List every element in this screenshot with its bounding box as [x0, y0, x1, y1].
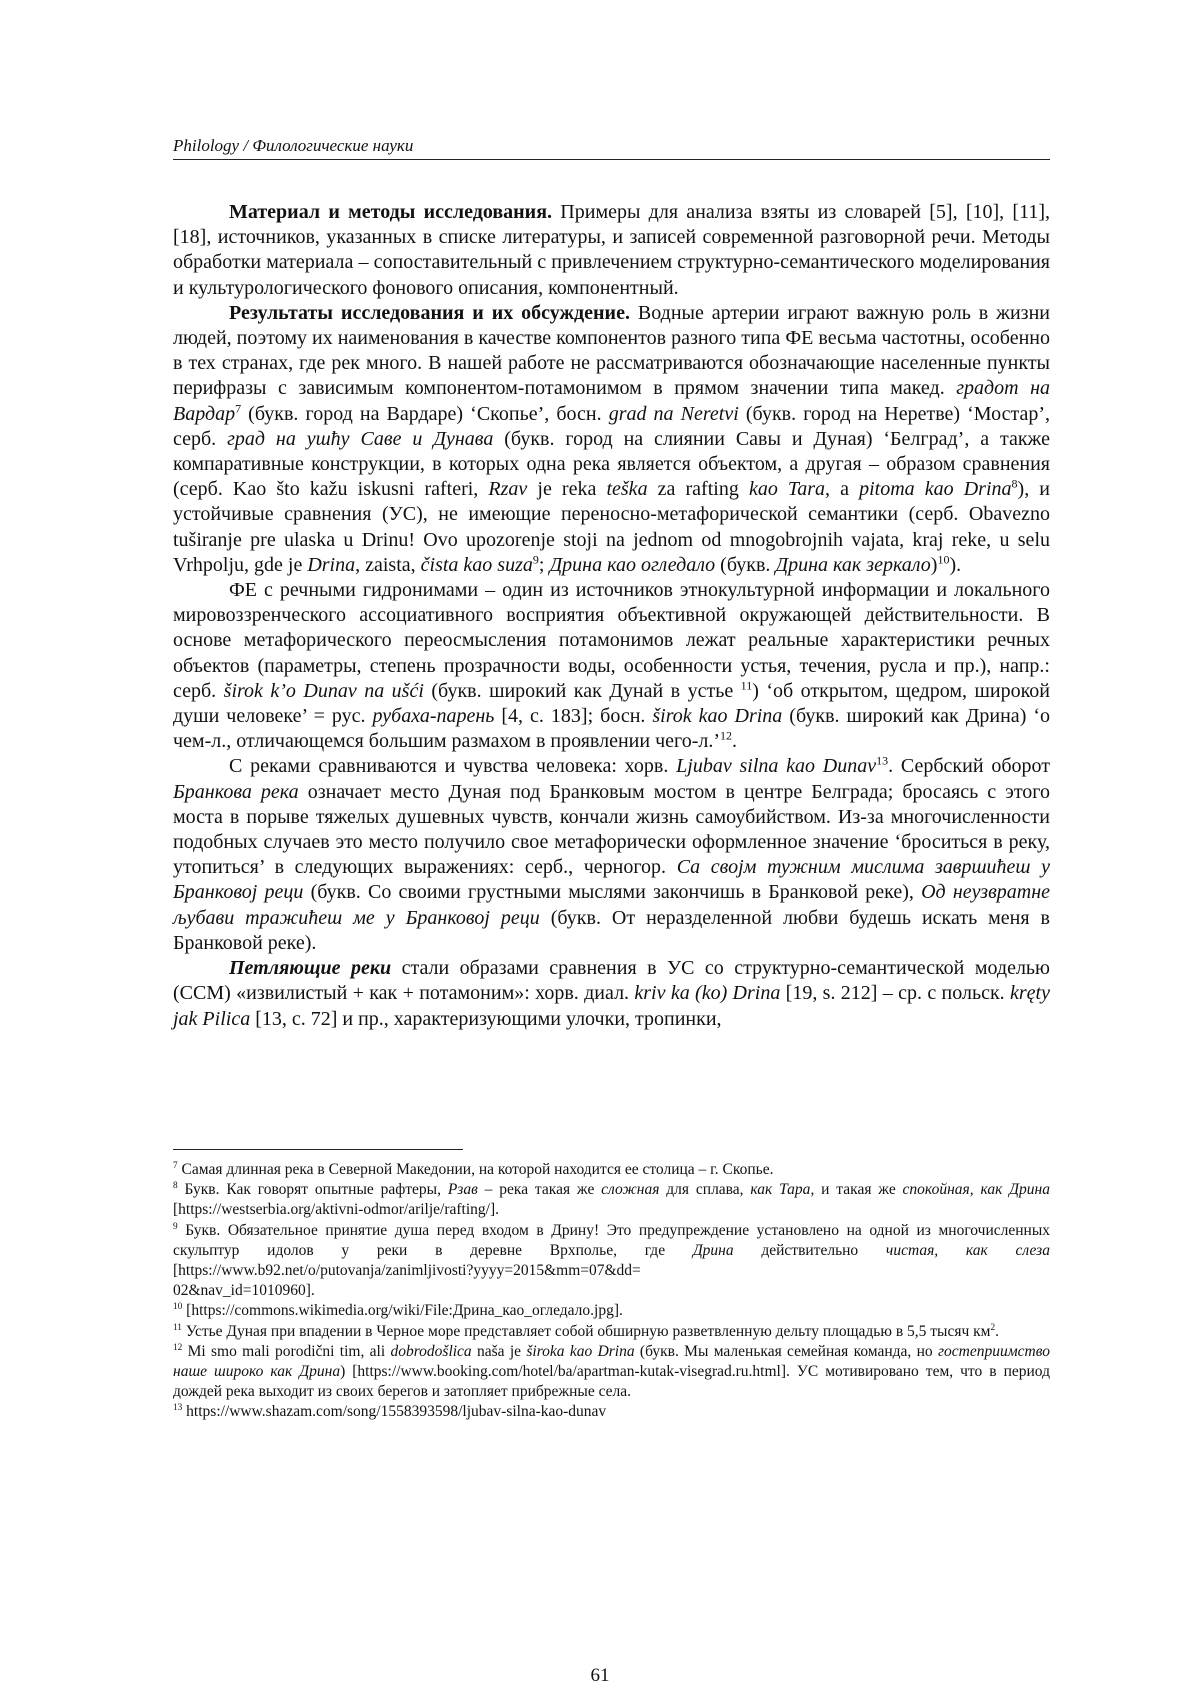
footnote-number: 10: [173, 1302, 183, 1313]
example-phrase: kręty jak Pilica: [173, 982, 1050, 1030]
paragraph-feelings: [173, 754, 1050, 956]
footnote-italic: чистая, как слеза: [885, 1241, 1050, 1259]
footnote-italic: Дрина: [692, 1241, 734, 1259]
footnote-text: для сплава,: [659, 1181, 751, 1199]
footnote-7: [173, 1160, 1050, 1180]
example-phrase: Rzav: [488, 478, 528, 501]
example-phrase: širok k’o Dunav na ušći: [223, 679, 424, 702]
example-phrase: Drina: [307, 553, 356, 576]
section-heading-results: Результаты исследования и их обсуждение.: [229, 301, 630, 324]
text-run: za rafting: [647, 478, 749, 501]
footnote-9: [173, 1221, 1050, 1302]
text-run: (букв. Со своими грустными мыслями закончишь в Бранковой реке),: [303, 881, 922, 904]
footnote-text: naša je: [471, 1342, 527, 1360]
footnote-number: 13: [173, 1403, 183, 1414]
footnote-italic: спокойная, как Дрина: [902, 1181, 1050, 1199]
text-run: .: [732, 730, 738, 753]
text-run: [4, с. 183]; босн.: [494, 705, 653, 728]
footnote-number: 12: [173, 1342, 183, 1353]
text-run: , a: [825, 478, 860, 501]
example-phrase: kao Tara: [748, 478, 825, 501]
example-phrase: grad na Neretvi: [608, 402, 739, 425]
footnote-ref: 12: [720, 728, 733, 743]
bold-italic-term: Петляющие реки: [229, 957, 392, 980]
text-run: je reka: [527, 478, 607, 501]
footnote-text: Самая длинная река в Северной Македонии, на которой находится ее столица – г. Скопье.: [177, 1161, 774, 1178]
text-run: (букв. город на слиянии Савы и Дуная) ‘Белград’, а также компаративные конструкции, в которых одна река является объектом, а другая – образом сравнения (серб. Kao što kažu iskusni rafteri,: [173, 427, 1050, 501]
journal-section: Philology / Филологические науки: [173, 136, 414, 155]
footnote-link[interactable]: [https://www.b92.net/o/putovanja/zanimljivosti?yyyy=2015&mm=07&dd=: [173, 1262, 641, 1280]
footnote-text: ) [https://www.booking.com/hotel/ba/apartman-kutak-visegrad.ru.html]. УС мотивировано тем, что в период дождей река выходит из своих берегов и затопляет прибрежные села.: [173, 1363, 1050, 1401]
footnote-number: 7: [173, 1160, 178, 1171]
text-run: ) ‘об открытом, щедром, широкой души человеке’ = рус.: [173, 679, 1050, 728]
example-phrase: pitoma kao Drina: [859, 478, 1012, 501]
footnote-italic: сложная: [601, 1181, 660, 1199]
example-phrase: kriv ka (ko) Drina: [634, 982, 781, 1005]
footnote-text: действительно: [733, 1241, 886, 1259]
text-run: , zaista,: [355, 553, 421, 576]
footnote-12: [173, 1342, 1050, 1403]
text-run: (букв. широкий как Дрина) ‘о чем-л., отличающемся большим размахом в проявлении чего-л.’: [173, 705, 1051, 753]
example-phrase: čista kao suza: [420, 553, 533, 576]
text-run: (букв. город на Неретве) ‘Мостар’, серб.: [173, 402, 1050, 450]
example-phrase: рубаха-парень: [372, 705, 495, 728]
example-phrase: Са својм тужним мислима завршићеш у Бранковој реци: [173, 856, 1051, 904]
text-run: (букв. От неразделенной любви будешь искать меня в Бранковой реке).: [173, 906, 1050, 954]
text-run: стали образами сравнения в УС со структурно-семантической моделью (ССМ) «извилистый + как + потамоним»: хорв. диал.: [173, 957, 1050, 1005]
text-run: ФЕ с речными гидронимами – один из источников этнокультурной информации и локального мировоззренческого ассоциативного восприятия объективной окружающей действительности. В основе метафорического переосмысления потамонимов лежат реальные характеристики речных объектов (параметры, степень прозрачности воды, особенности устья, течения, русла и пр.), напр.: серб.: [173, 579, 1050, 702]
footnote-ref: 7: [235, 400, 242, 415]
example-phrase: teška: [606, 478, 648, 501]
footnote-ref: 8: [1011, 476, 1018, 491]
example-phrase: Дрина как зеркало: [775, 553, 931, 576]
text-run: С реками сравниваются и чувства человека: хорв.: [229, 755, 677, 778]
footnote-11: [173, 1322, 1050, 1342]
footnote-text: (букв. Мы маленькая семейная команда, но: [634, 1342, 938, 1360]
footnote-ref: 13: [876, 753, 889, 768]
text-run: [13, c. 72] и пр., характеризующими улочки, тропинки,: [250, 1007, 722, 1030]
text-run: ;: [538, 553, 550, 576]
example-phrase: Дрина као огледало: [549, 553, 716, 576]
footnote-number: 9: [173, 1221, 178, 1232]
paragraph-results: [173, 301, 1050, 578]
footnote-italic: dobrodošlica: [390, 1342, 472, 1360]
text-run: означает место Дуная под Бранковым мостом в центре Белграда; бросаясь с этого моста в порыве тяжелых душевных чувств, кончали жизнь самоубийством. Из-за многочисленности подобных случаев это место получило свое метафорически оформленное значение ‘броситься в реку, утопиться’ в следующих выражениях: серб., черногор.: [173, 780, 1051, 879]
running-header: [173, 136, 1050, 160]
example-phrase: Ljubav silna kao Dunav: [676, 755, 877, 778]
example-phrase: град на ушћу Саве и Дунава: [227, 427, 494, 450]
footnote-italic: široka kao Drina: [526, 1342, 635, 1360]
text-run: ), и устойчивые сравнения (УС), не имеющие переносно-метафорической семантики (серб. Obavezno tuširanje pre ulaska u Drinu! Ovo upozorenje stoji na jednom od mnogobrojnih vajata, kraj reke, u selu Vrhpolju, gde je: [173, 478, 1050, 576]
footnote-link[interactable]: [https://westserbia.org/aktivni-odmor/arilje/rafting/].: [173, 1201, 499, 1219]
footnote-divider: [173, 1149, 463, 1150]
superscript: 2: [990, 1322, 996, 1333]
page-number-container: [0, 1665, 1200, 1687]
paragraph-materials-methods: [173, 200, 1050, 301]
footnote-number: 11: [173, 1322, 182, 1333]
text-run: (букв. широкий как Дунай в устье: [423, 679, 741, 702]
footnote-10: [173, 1301, 1050, 1321]
paragraph-winding-rivers: [173, 956, 1050, 1032]
text-run: ).: [949, 553, 962, 576]
footnote-text: Устье Дуная при впадении в Черное море представляет собой обширную разветвленную дельту площадью в 5,5 тысяч км: [181, 1322, 991, 1340]
footnote-italic: Рзав: [447, 1181, 478, 1199]
footnote-text: Букв. Обязательное принятие душа перед входом в Дрину! Это предупреждение установлено на одной из многочисленных скульптур идолов у реки в деревне Врхполье, где: [173, 1221, 1050, 1259]
footnote-link-continued[interactable]: 02&nav_id=1010960].: [173, 1282, 315, 1300]
text-run: [19, s. 212] – ср. с польск.: [780, 982, 1011, 1005]
footnote-text: Mi smo mali porodični tim, ali: [182, 1342, 391, 1360]
text-run: Водные артерии играют важную роль в жизни людей, поэтому их наименования в качестве компонентов разного типа ФЕ весьма частотны, особенно в тех странах, где рек много. В нашей работе не рассматриваются обозначающие населенные пункты перифразы с зависимым компонентом-потамонимом в прямом значении типа макед.: [173, 301, 1050, 400]
footnote-text: – река такая же: [477, 1181, 602, 1199]
footnote-text: Букв. Как говорят опытные рафтеры,: [177, 1181, 448, 1199]
footnote-text: .: [995, 1322, 1000, 1340]
footnote-link[interactable]: [https://commons.wikimedia.org/wiki/File:Дрина_као_огледало.jpg].: [182, 1302, 623, 1320]
footnote-italic: как Тара: [750, 1181, 811, 1199]
text-run: ): [930, 553, 938, 576]
footnote-ref: 11: [740, 678, 753, 693]
article-body: [173, 200, 1050, 1032]
paragraph-text: Примеры для анализа взяты из словарей [5], [10], [11], [18], источников, указанных в списке литературы, и записей современной разговорной речи. Методы обработки материала – сопоставительный с привлечением структурно-семантического моделирования и культурологического фонового описания, компонентный.: [173, 201, 1050, 299]
footnote-number: 8: [173, 1181, 178, 1192]
example-phrase: širok kao Drina: [652, 705, 783, 728]
footnote-text: , и такая же: [810, 1181, 903, 1199]
footnote-ref: 9: [532, 552, 539, 567]
text-run: . Сербский оборот: [888, 755, 1050, 778]
footnote-link[interactable]: https://www.shazam.com/song/1558393598/ljubav-silna-kao-dunav: [182, 1403, 607, 1421]
text-run: (букв.: [715, 553, 776, 576]
footnote-ref: 10: [937, 552, 950, 567]
text-run: (букв. город на Вардаре) ‘Скопье’, босн.: [241, 402, 609, 425]
section-heading-materials: Материал и методы исследования.: [229, 201, 553, 223]
example-phrase: градот на Вардар: [173, 377, 1050, 425]
example-phrase: Од неузвратне љубави тражићеш ме у Бранковој реци: [173, 881, 1051, 929]
example-phrase: Бранкова река: [173, 780, 299, 803]
page-number: 61: [590, 1665, 610, 1686]
footnotes: [173, 1160, 1050, 1423]
paragraph-hydronyms: [173, 578, 1050, 754]
footnote-italic: гостеприимство наше широко как Дрина: [173, 1342, 1050, 1381]
footnote-13: [173, 1402, 1050, 1422]
footnote-8: [173, 1180, 1050, 1220]
